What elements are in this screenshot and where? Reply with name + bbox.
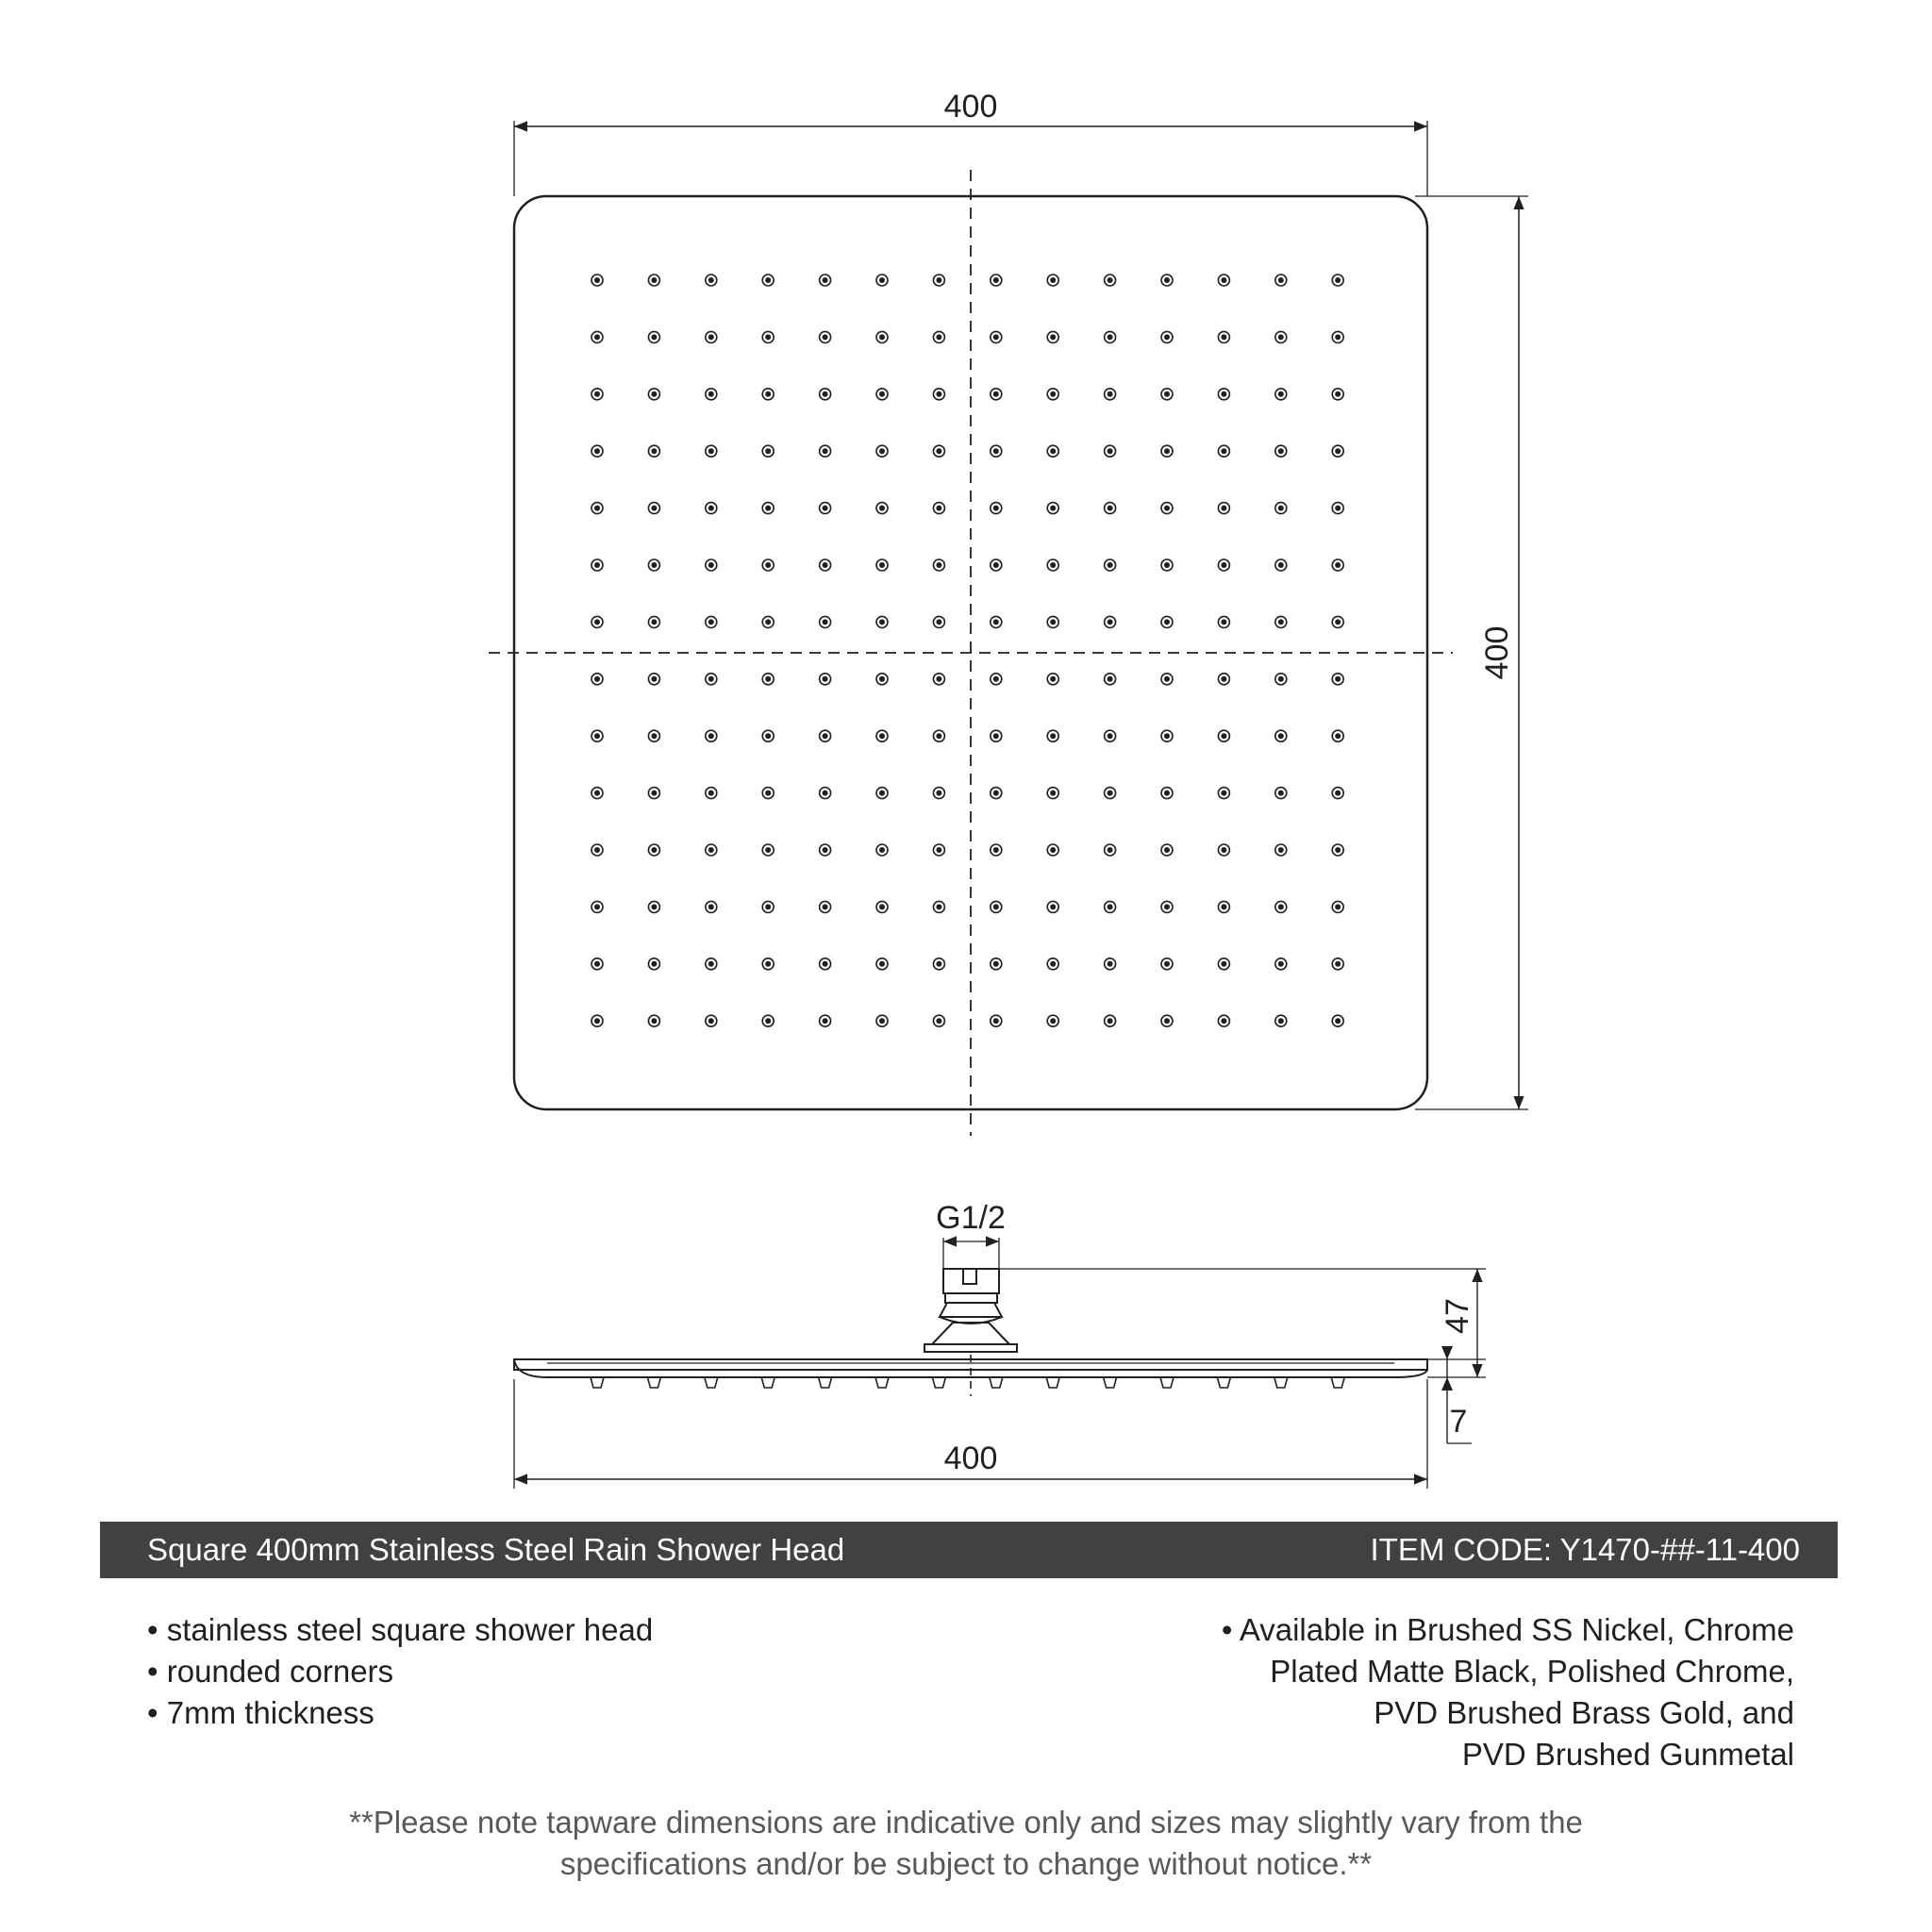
nozzle (1218, 445, 1229, 457)
availability-line: Plated Matte Black, Polished Chrome, (1270, 1654, 1794, 1689)
side-nozzle (1160, 1377, 1174, 1388)
nozzle (648, 559, 659, 571)
nozzle (1332, 730, 1343, 741)
nozzle (1047, 389, 1058, 400)
nozzle (820, 331, 831, 342)
nozzle (706, 674, 717, 685)
nozzle (1047, 901, 1058, 912)
nozzle (762, 958, 774, 970)
disclaimer (0, 1802, 1932, 1885)
nozzle (820, 730, 831, 741)
side-nozzle (761, 1377, 774, 1388)
nozzle (762, 674, 774, 685)
nozzle (1161, 616, 1173, 627)
nozzle (1332, 958, 1343, 970)
nozzle (1105, 844, 1116, 856)
nozzle (591, 389, 603, 400)
nozzle (591, 1015, 603, 1026)
nozzle (1275, 958, 1287, 970)
nozzle (1105, 958, 1116, 970)
nozzle (648, 616, 659, 627)
nozzle (1161, 730, 1173, 741)
nozzle (1218, 674, 1229, 685)
nozzle (1275, 445, 1287, 457)
nozzle (991, 389, 1002, 400)
nozzle (1105, 1015, 1116, 1026)
nozzle (1105, 275, 1116, 286)
nozzle (1161, 559, 1173, 571)
side-nozzle (819, 1377, 832, 1388)
nozzle (933, 844, 944, 856)
nozzle (1105, 901, 1116, 912)
nozzle (1275, 1015, 1287, 1026)
nozzle (591, 559, 603, 571)
nozzle (876, 389, 888, 400)
nozzle (648, 331, 659, 342)
side-nozzle (1331, 1377, 1344, 1388)
nozzle (1218, 844, 1229, 856)
nozzle (762, 445, 774, 457)
nozzle (1105, 674, 1116, 685)
arm-height-label: 47 (1440, 1298, 1475, 1334)
nozzle (762, 730, 774, 741)
nozzle (1332, 616, 1343, 627)
nozzle (1105, 730, 1116, 741)
nozzle (1161, 1015, 1173, 1026)
nozzle (1161, 958, 1173, 970)
nozzle (1105, 389, 1116, 400)
nozzle (706, 901, 717, 912)
nozzle (933, 788, 944, 799)
nozzle (1275, 559, 1287, 571)
nozzle (1047, 445, 1058, 457)
nozzle (648, 445, 659, 457)
nozzle (706, 503, 717, 514)
nozzle (1105, 331, 1116, 342)
nozzle (820, 503, 831, 514)
swivel-connector (924, 1269, 1017, 1352)
nozzle (591, 730, 603, 741)
nozzle (1218, 389, 1229, 400)
nozzle (706, 275, 717, 286)
nozzle (1275, 844, 1287, 856)
nozzle (1332, 844, 1343, 856)
side-nozzle (1046, 1377, 1059, 1388)
nozzle (762, 616, 774, 627)
nozzle (820, 958, 831, 970)
nozzle (1332, 788, 1343, 799)
top-height-label: 400 (1479, 625, 1515, 680)
side-nozzle (647, 1377, 660, 1388)
disclaimer-line: **Please note tapware dimensions are indicative only and sizes may slightly vary from the (349, 1805, 1583, 1840)
nozzle (933, 901, 944, 912)
nozzle (591, 616, 603, 627)
nozzle (1047, 958, 1058, 970)
nozzle (1218, 616, 1229, 627)
nozzle (876, 445, 888, 457)
nozzle (1332, 389, 1343, 400)
nozzle (820, 1015, 831, 1026)
nozzle (1218, 958, 1229, 970)
nozzle (762, 331, 774, 342)
nozzle (1161, 844, 1173, 856)
side-nozzle (1217, 1377, 1230, 1388)
availability-line: PVD Brushed Brass Gold, and (1374, 1695, 1794, 1730)
nozzle (706, 616, 717, 627)
nozzle (648, 275, 659, 286)
nozzle (933, 674, 944, 685)
nozzle (648, 958, 659, 970)
thickness-arrow-top (1441, 1346, 1453, 1359)
nozzle (1047, 844, 1058, 856)
nozzle (1275, 674, 1287, 685)
nozzle (991, 788, 1002, 799)
nozzle (991, 674, 1002, 685)
nozzle (706, 1015, 717, 1026)
nozzle (876, 616, 888, 627)
nozzle (591, 503, 603, 514)
nozzle (762, 844, 774, 856)
nozzle (1161, 901, 1173, 912)
nozzle (1161, 331, 1173, 342)
nozzle (1275, 503, 1287, 514)
nozzle (933, 559, 944, 571)
nozzle (1218, 503, 1229, 514)
thickness-arrow-bottom (1441, 1377, 1453, 1391)
nozzle (1105, 788, 1116, 799)
nozzle (762, 559, 774, 571)
nozzle (591, 275, 603, 286)
nozzle (876, 730, 888, 741)
nozzle (591, 445, 603, 457)
nozzle (1161, 674, 1173, 685)
nozzle (1275, 275, 1287, 286)
feature-item: • rounded corners (147, 1654, 394, 1689)
side-nozzles (591, 1377, 1344, 1388)
nozzle (820, 559, 831, 571)
nozzle (876, 844, 888, 856)
nozzle (1275, 730, 1287, 741)
nozzle (1332, 503, 1343, 514)
nozzle (706, 788, 717, 799)
nozzle (991, 844, 1002, 856)
nozzle (1047, 559, 1058, 571)
feature-item: • stainless steel square shower head (147, 1612, 654, 1647)
nozzle (762, 788, 774, 799)
nozzle (876, 674, 888, 685)
nozzle (820, 788, 831, 799)
side-nozzle (705, 1377, 718, 1388)
nozzle (876, 1015, 888, 1026)
nozzle (933, 389, 944, 400)
nozzle (820, 389, 831, 400)
disclaimer-line: specifications and/or be subject to change without notice.** (559, 1846, 1373, 1881)
nozzle (876, 331, 888, 342)
nozzle (1161, 788, 1173, 799)
feature-item: • 7mm thickness (147, 1695, 375, 1730)
side-nozzle (990, 1377, 1003, 1388)
side-nozzle (1274, 1377, 1288, 1388)
nozzle (591, 788, 603, 799)
nozzle (933, 616, 944, 627)
nozzle (706, 389, 717, 400)
availability-line: • Available in Brushed SS Nickel, Chrome (1221, 1612, 1794, 1647)
nozzle (1105, 616, 1116, 627)
nozzle (820, 616, 831, 627)
nozzle (933, 331, 944, 342)
nozzle (762, 389, 774, 400)
top-view (489, 89, 1528, 1136)
nozzle (1218, 730, 1229, 741)
thread-size-label: G1/2 (936, 1200, 1006, 1236)
nozzle (648, 788, 659, 799)
side-width-label: 400 (943, 1441, 998, 1476)
nozzle (933, 275, 944, 286)
nozzle (1161, 389, 1173, 400)
nozzle (591, 844, 603, 856)
nozzle (1047, 674, 1058, 685)
nozzle (762, 901, 774, 912)
nozzle (648, 844, 659, 856)
nozzle (876, 901, 888, 912)
nozzle (1275, 331, 1287, 342)
side-nozzle (1104, 1377, 1117, 1388)
side-nozzle (875, 1377, 889, 1388)
nozzle (1275, 901, 1287, 912)
nozzle (648, 674, 659, 685)
nozzle (991, 730, 1002, 741)
nozzle (991, 503, 1002, 514)
nozzle (648, 389, 659, 400)
nozzle (1105, 503, 1116, 514)
nozzle (1332, 1015, 1343, 1026)
nozzle (1332, 674, 1343, 685)
availability-line: PVD Brushed Gunmetal (1461, 1737, 1794, 1772)
nozzle (1047, 730, 1058, 741)
nozzle (820, 901, 831, 912)
side-nozzle (932, 1377, 945, 1388)
nozzle (1105, 559, 1116, 571)
nozzle (933, 445, 944, 457)
nozzle (706, 958, 717, 970)
nozzle (1275, 616, 1287, 627)
nozzle (820, 445, 831, 457)
nozzle (933, 503, 944, 514)
nozzle (706, 559, 717, 571)
nozzle (991, 275, 1002, 286)
nozzle-grid (591, 275, 1343, 1026)
nozzle (1218, 788, 1229, 799)
nozzle (876, 503, 888, 514)
nozzle (1332, 275, 1343, 286)
nozzle (991, 958, 1002, 970)
nozzle (706, 730, 717, 741)
nozzle (762, 275, 774, 286)
nozzle (876, 559, 888, 571)
nozzle (991, 901, 1002, 912)
nozzle (1218, 331, 1229, 342)
nozzle (762, 1015, 774, 1026)
nozzle (991, 331, 1002, 342)
nozzle (648, 901, 659, 912)
nozzle (706, 331, 717, 342)
nozzle (820, 275, 831, 286)
nozzle (1332, 901, 1343, 912)
nozzle (1161, 445, 1173, 457)
feature-list (147, 1609, 653, 1734)
nozzle (1218, 901, 1229, 912)
nozzle (1105, 445, 1116, 457)
nozzle (991, 616, 1002, 627)
nozzle (1161, 275, 1173, 286)
nozzle (1275, 788, 1287, 799)
nozzle (1047, 1015, 1058, 1026)
nozzle (1047, 788, 1058, 799)
nozzle (762, 503, 774, 514)
nozzle (876, 275, 888, 286)
nozzle (1218, 1015, 1229, 1026)
nozzle (933, 730, 944, 741)
nozzle (591, 901, 603, 912)
nozzle (991, 559, 1002, 571)
nozzle (820, 844, 831, 856)
item-code: ITEM CODE: Y1470-##-11-400 (1370, 1532, 1800, 1567)
nozzle (706, 445, 717, 457)
nozzle (706, 844, 717, 856)
nozzle (591, 674, 603, 685)
thickness-label: 7 (1449, 1404, 1468, 1440)
nozzle (820, 674, 831, 685)
nozzle (1332, 445, 1343, 457)
side-view (514, 1200, 1486, 1489)
nozzle (876, 958, 888, 970)
nozzle (648, 730, 659, 741)
nozzle (591, 958, 603, 970)
nozzle (1047, 503, 1058, 514)
nozzle (1047, 331, 1058, 342)
nozzle (591, 331, 603, 342)
nozzle (1275, 389, 1287, 400)
nozzle (933, 1015, 944, 1026)
availability-list (1134, 1609, 1794, 1775)
nozzle (876, 788, 888, 799)
nozzle (1047, 275, 1058, 286)
top-width-label: 400 (943, 89, 998, 125)
nozzle (648, 1015, 659, 1026)
product-name: Square 400mm Stainless Steel Rain Shower Head (147, 1532, 845, 1567)
nozzle (1332, 559, 1343, 571)
nozzle (933, 958, 944, 970)
nozzle (991, 445, 1002, 457)
nozzle (1047, 616, 1058, 627)
nozzle (1218, 275, 1229, 286)
nozzle (1332, 331, 1343, 342)
nozzle (1161, 503, 1173, 514)
side-nozzle (591, 1377, 604, 1388)
nozzle (1218, 559, 1229, 571)
title-bar (100, 1522, 1838, 1578)
nozzle (648, 503, 659, 514)
nozzle (991, 1015, 1002, 1026)
